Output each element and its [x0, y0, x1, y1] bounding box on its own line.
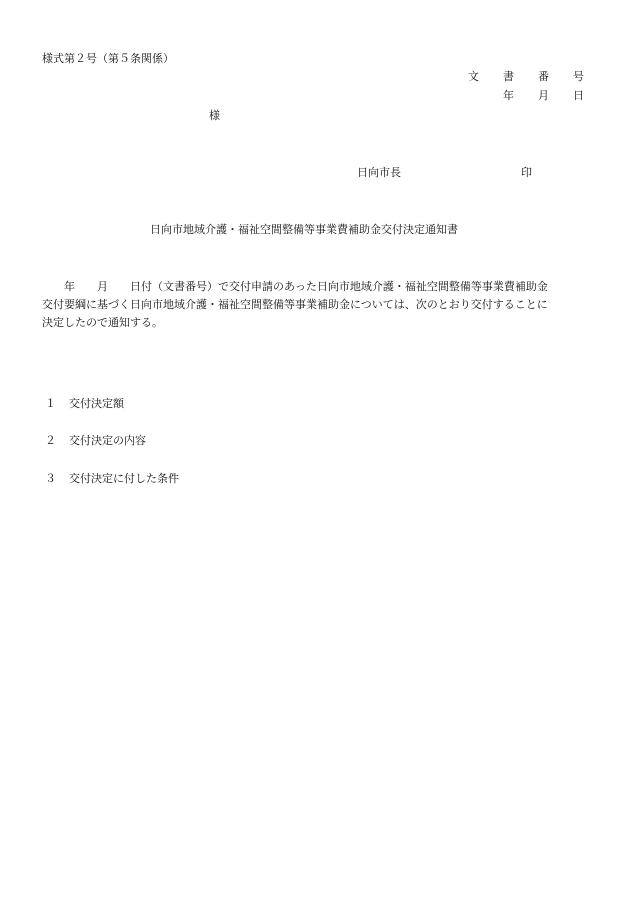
item-number: １: [45, 397, 56, 410]
date-day: 日: [573, 89, 584, 102]
seal-mark: 印: [521, 166, 532, 179]
date-month: 月: [538, 89, 549, 102]
body-line: 決定したので通知する。: [42, 316, 163, 329]
body-line: 年 月 日付（文書番号）で交付申請のあった日向市地域介護・福祉空間整備等事業費補助金: [42, 280, 548, 293]
document-title: 日向市地域介護・福祉空間整備等事業費補助金交付決定通知書: [150, 223, 458, 236]
document-number-field: [468, 70, 584, 84]
list-item: [45, 434, 146, 448]
item-number: ３: [45, 472, 56, 485]
form-label: 様式第２号（第５条関係）: [42, 52, 174, 65]
document-number-char: 文: [468, 70, 479, 83]
issuer-name: 日向市長: [357, 166, 401, 179]
list-item: [45, 472, 179, 486]
document-number-char: 番: [538, 70, 549, 83]
item-number: ２: [45, 434, 56, 447]
document-number-char: 号: [573, 70, 584, 83]
body-paragraph: [42, 278, 588, 332]
date-field: [503, 89, 584, 103]
item-label: 交付決定に付した条件: [69, 472, 179, 485]
list-item: [45, 397, 124, 411]
date-year: 年: [503, 89, 514, 102]
document-number-char: 書: [503, 70, 514, 83]
item-label: 交付決定の内容: [69, 434, 146, 447]
body-line: 交付要綱に基づく日向市地域介護・福祉空間整備等事業補助金については、次のとおり交付することに: [42, 298, 548, 311]
item-label: 交付決定額: [69, 397, 124, 410]
addressee-suffix: 様: [209, 109, 220, 122]
